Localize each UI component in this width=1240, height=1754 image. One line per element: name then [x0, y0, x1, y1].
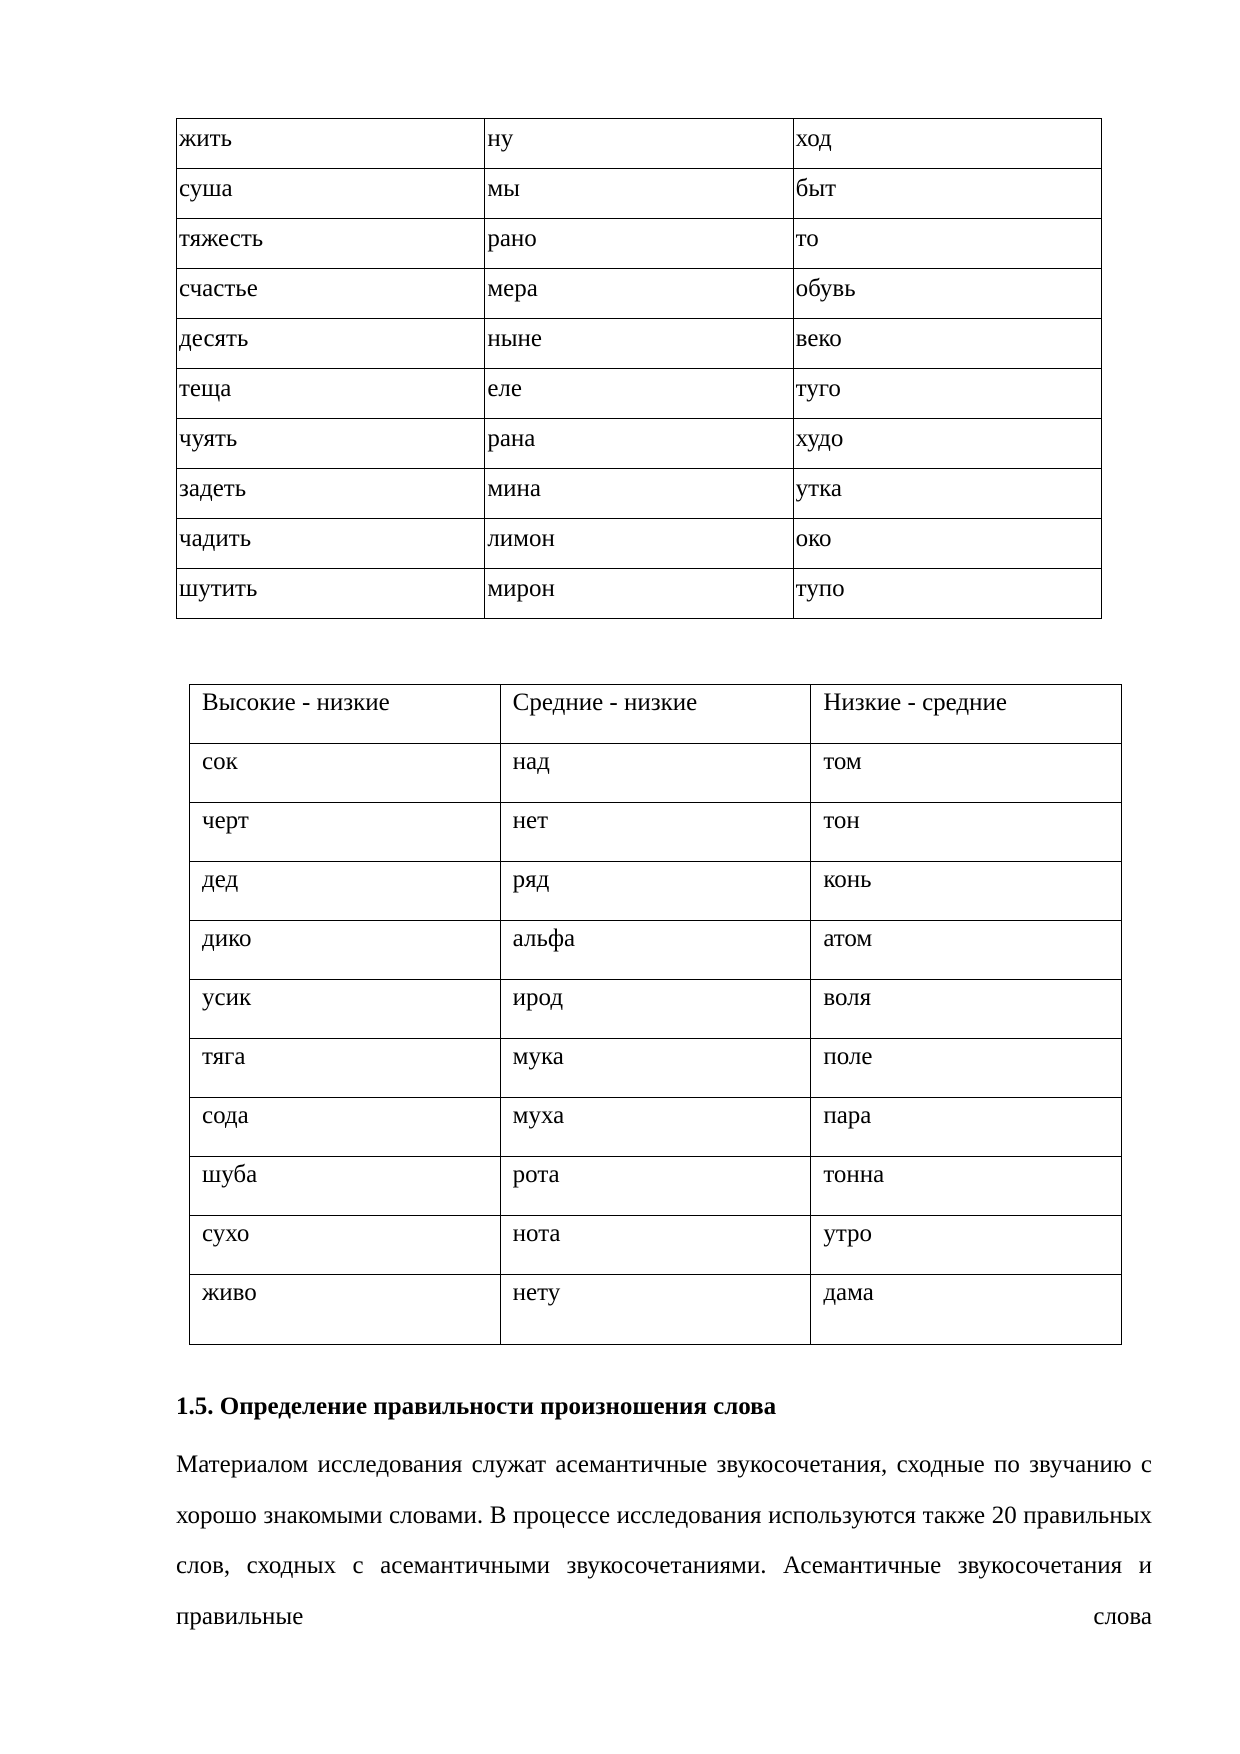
section-paragraph: Материалом исследования служат асемантичные звукосочетания, сходные по звучанию с хорошо знакомыми словами. В процессе исследования используются также 20 правильных слов, сходных с асемантичными звукосочетаниями. Асемантичные звукосочетания и правильные слова	[176, 1451, 1152, 1630]
table-cell: счастье	[177, 269, 485, 319]
table-row	[190, 1098, 1122, 1157]
table-cell: черт	[190, 803, 501, 862]
table-row	[190, 1216, 1122, 1275]
table-cell: еле	[485, 369, 793, 419]
table-cell: теща	[177, 369, 485, 419]
table-cell: дико	[190, 921, 501, 980]
table-cell: то	[793, 219, 1101, 269]
table-cell: ряд	[500, 862, 811, 921]
table-row	[177, 319, 1102, 369]
table-cell: над	[500, 744, 811, 803]
table-cell: мера	[485, 269, 793, 319]
table-cell: око	[793, 519, 1101, 569]
table-cell: шутить	[177, 569, 485, 619]
table-cell: тяжесть	[177, 219, 485, 269]
table-cell: быт	[793, 169, 1101, 219]
table-cell: тон	[811, 803, 1122, 862]
table-row	[190, 1039, 1122, 1098]
table-cell: суша	[177, 169, 485, 219]
table-cell: рана	[485, 419, 793, 469]
table-cell: мы	[485, 169, 793, 219]
table-cell: ныне	[485, 319, 793, 369]
table-cell: чадить	[177, 519, 485, 569]
column-header: Низкие - средние	[811, 685, 1122, 744]
table-cell: рота	[500, 1157, 811, 1216]
section-heading: 1.5. Определение правильности произношения слова	[176, 1393, 777, 1420]
word-table-1	[176, 118, 1102, 619]
table-header-row	[190, 685, 1122, 744]
table-cell: ну	[485, 119, 793, 169]
table-cell: туго	[793, 369, 1101, 419]
table-cell: худо	[793, 419, 1101, 469]
table-cell: конь	[811, 862, 1122, 921]
table-cell: лимон	[485, 519, 793, 569]
table-cell: ход	[793, 119, 1101, 169]
table-cell: живо	[190, 1275, 501, 1345]
word-table-2	[189, 684, 1122, 1345]
table-cell: мука	[500, 1039, 811, 1098]
table-row	[177, 519, 1102, 569]
table-row	[190, 1275, 1122, 1345]
table-row	[190, 1157, 1122, 1216]
table-cell: муха	[500, 1098, 811, 1157]
table-row	[177, 169, 1102, 219]
table-cell: том	[811, 744, 1122, 803]
table-row	[177, 119, 1102, 169]
table-cell: нота	[500, 1216, 811, 1275]
table-row	[177, 369, 1102, 419]
table-cell: поле	[811, 1039, 1122, 1098]
table-cell: дед	[190, 862, 501, 921]
table-cell: десять	[177, 319, 485, 369]
table-row	[190, 862, 1122, 921]
table-cell: сок	[190, 744, 501, 803]
table-cell: атом	[811, 921, 1122, 980]
table-cell: мина	[485, 469, 793, 519]
table-row	[177, 419, 1102, 469]
table-cell: пара	[811, 1098, 1122, 1157]
table-cell: альфа	[500, 921, 811, 980]
table-cell: шуба	[190, 1157, 501, 1216]
table-row	[177, 569, 1102, 619]
table-cell: нету	[500, 1275, 811, 1345]
table-cell: сода	[190, 1098, 501, 1157]
table-cell: тонна	[811, 1157, 1122, 1216]
table-row	[190, 921, 1122, 980]
table-row	[177, 269, 1102, 319]
table-cell: нет	[500, 803, 811, 862]
table-cell: ирод	[500, 980, 811, 1039]
table-cell: мирон	[485, 569, 793, 619]
table-cell: сухо	[190, 1216, 501, 1275]
table-cell: утро	[811, 1216, 1122, 1275]
table-cell: дама	[811, 1275, 1122, 1345]
table-cell: воля	[811, 980, 1122, 1039]
table-row	[177, 469, 1102, 519]
column-header: Высокие - низкие	[190, 685, 501, 744]
table-row	[190, 803, 1122, 862]
table-row	[177, 219, 1102, 269]
table-cell: чуять	[177, 419, 485, 469]
table-cell: рано	[485, 219, 793, 269]
table-row	[190, 744, 1122, 803]
table-cell: веко	[793, 319, 1101, 369]
table-cell: тупо	[793, 569, 1101, 619]
table-row	[190, 980, 1122, 1039]
table-cell: утка	[793, 469, 1101, 519]
table-cell: тяга	[190, 1039, 501, 1098]
table-cell: усик	[190, 980, 501, 1039]
table-cell: жить	[177, 119, 485, 169]
table-cell: обувь	[793, 269, 1101, 319]
column-header: Средние - низкие	[500, 685, 811, 744]
table-cell: задеть	[177, 469, 485, 519]
